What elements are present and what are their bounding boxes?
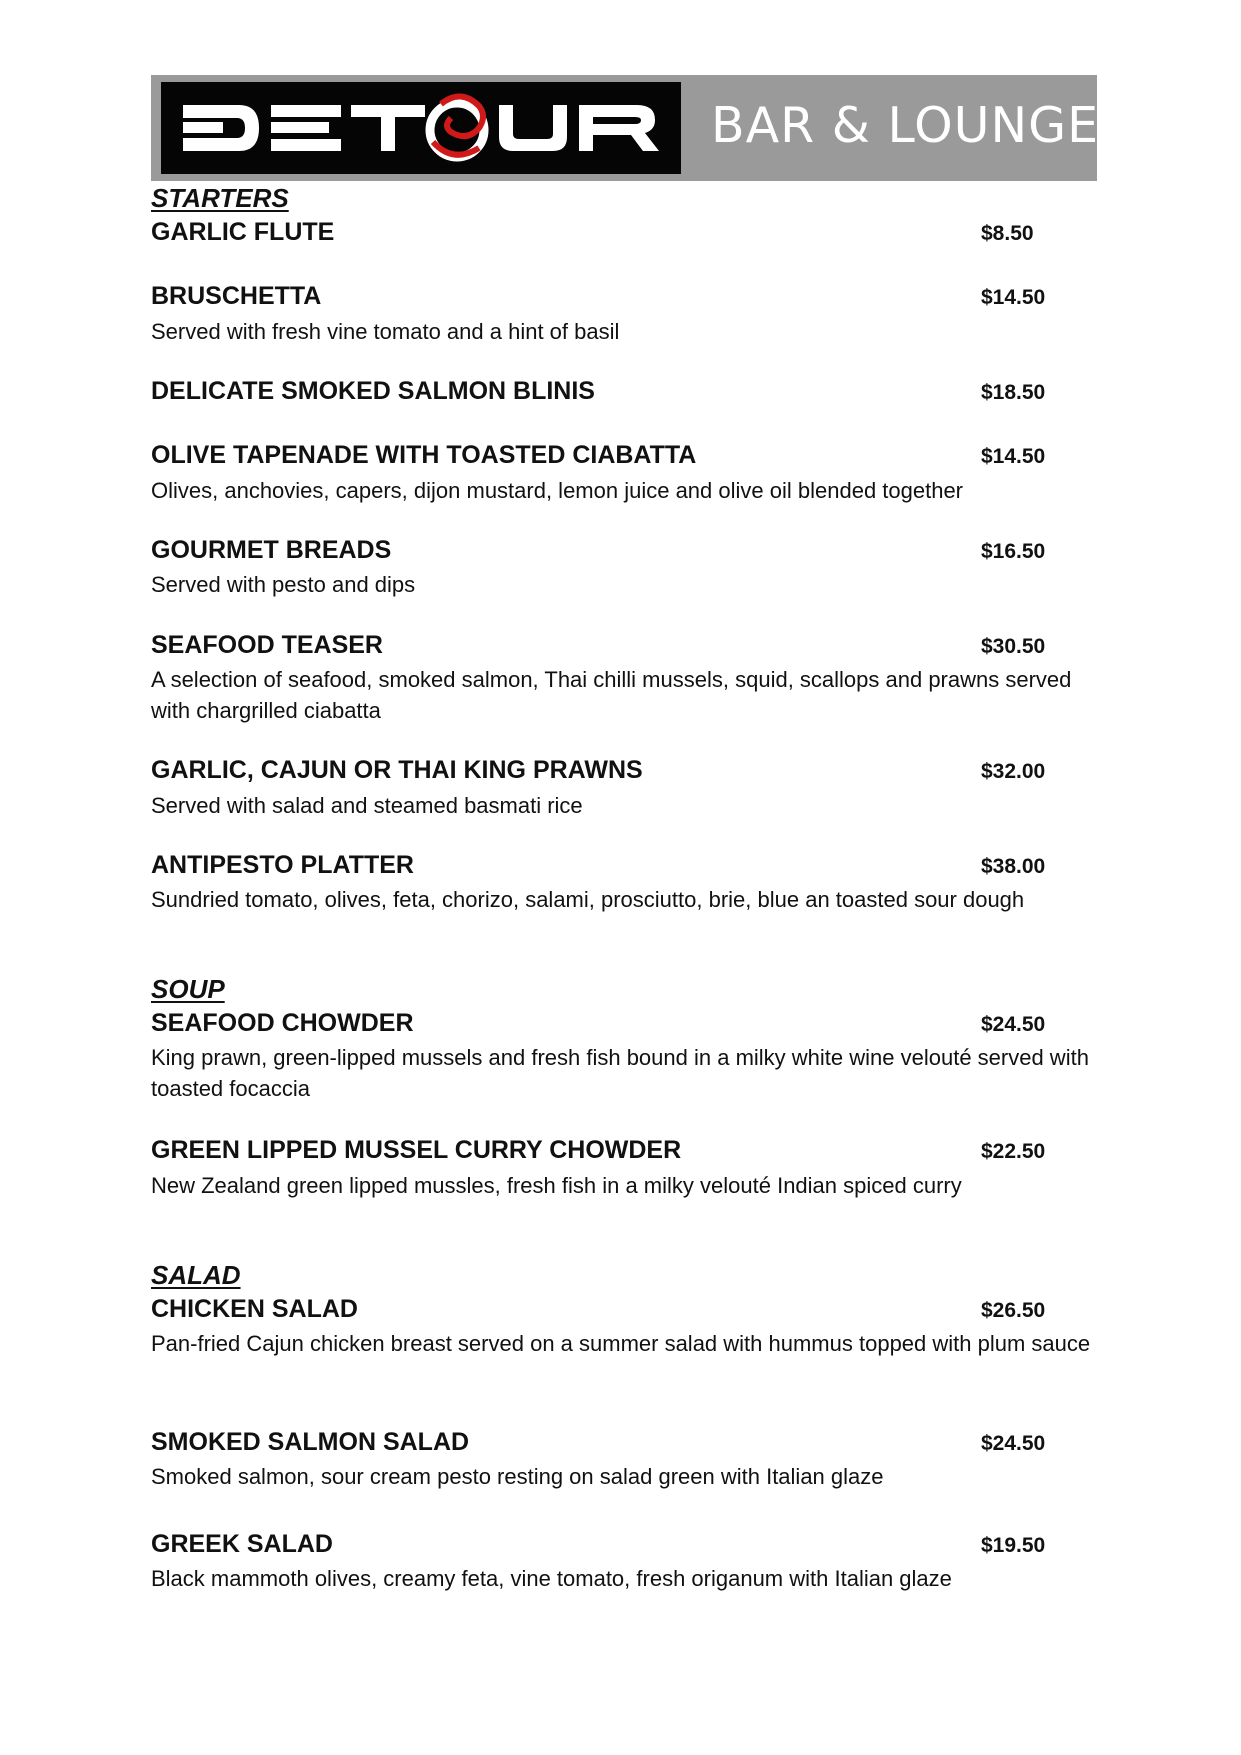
menu-item-price: $16.50	[981, 540, 1046, 563]
menu-item-price: $26.50	[981, 1299, 1046, 1322]
menu-item-price: $19.50	[981, 1534, 1046, 1557]
menu-item-price: $8.50	[981, 222, 1034, 245]
menu-item-name: GREEK SALAD	[151, 1530, 333, 1558]
detour-logo	[161, 82, 681, 174]
detour-logo-icon	[161, 82, 681, 174]
menu-item-name: SEAFOOD TEASER	[151, 631, 383, 659]
menu-item-name: GOURMET BREADS	[151, 536, 392, 564]
menu-item-name: GREEN LIPPED MUSSEL CURRY CHOWDER	[151, 1136, 682, 1164]
menu-item-name: DELICATE SMOKED SALMON BLINIS	[151, 377, 595, 405]
menu-item-price: $18.50	[981, 381, 1046, 404]
bar-lounge-subtitle: BAR & LOUNGE	[711, 97, 1100, 154]
menu-item-price: $30.50	[981, 635, 1046, 658]
menu-item-description: Served with salad and steamed basmati rice	[151, 793, 583, 818]
menu-item-description: A selection of seafood, smoked salmon, Thai chilli mussels, squid, scallops and prawns served with chargrilled ciabatta	[151, 667, 1072, 723]
menu-item-price: $14.50	[981, 445, 1046, 468]
header-banner	[151, 75, 1100, 181]
menu-item-price: $22.50	[981, 1140, 1046, 1163]
menu-item-price: $24.50	[981, 1013, 1046, 1036]
menu-item-name: OLIVE TAPENADE WITH TOASTED CIABATTA	[151, 441, 697, 469]
menu-item-description: Served with pesto and dips	[151, 572, 416, 597]
menu-item-name: BRUSCHETTA	[151, 282, 322, 310]
menu-item-description: Sundried tomato, olives, feta, chorizo, salami, prosciutto, brie, blue an toasted sour dough	[151, 887, 1025, 912]
menu-item-description: New Zealand green lipped mussles, fresh fish in a milky velouté Indian spiced curry	[151, 1173, 962, 1198]
menu-item-name: GARLIC FLUTE	[151, 218, 335, 246]
menu-item-description: Served with fresh vine tomato and a hint of basil	[151, 319, 620, 344]
section-title-soup: SOUP	[151, 974, 225, 1004]
menu-item-description: Black mammoth olives, creamy feta, vine tomato, fresh origanum with Italian glaze	[151, 1566, 952, 1591]
menu-item-description: Pan-fried Cajun chicken breast served on a summer salad with hummus topped with plum sauce	[151, 1331, 1091, 1356]
menu-item-name: CHICKEN SALAD	[151, 1295, 358, 1323]
menu-item-description: King prawn, green-lipped mussels and fresh fish bound in a milky white wine velouté served with toasted focaccia	[151, 1045, 1089, 1101]
section-title-starters: STARTERS	[151, 183, 289, 213]
menu-item-name: SMOKED SALMON SALAD	[151, 1428, 470, 1456]
menu-item-price: $24.50	[981, 1432, 1046, 1455]
menu-item-name: ANTIPESTO PLATTER	[151, 851, 414, 879]
menu-item-price: $14.50	[981, 286, 1046, 309]
menu-item-price: $38.00	[981, 855, 1046, 878]
menu-item-price: $32.00	[981, 760, 1046, 783]
menu-item-description: Smoked salmon, sour cream pesto resting on salad green with Italian glaze	[151, 1464, 884, 1489]
menu-item-name: GARLIC, CAJUN OR THAI KING PRAWNS	[151, 756, 643, 784]
menu-item-name: SEAFOOD CHOWDER	[151, 1009, 414, 1037]
menu-item-description: Olives, anchovies, capers, dijon mustard, lemon juice and olive oil blended together	[151, 478, 964, 503]
section-title-salad: SALAD	[151, 1260, 241, 1290]
